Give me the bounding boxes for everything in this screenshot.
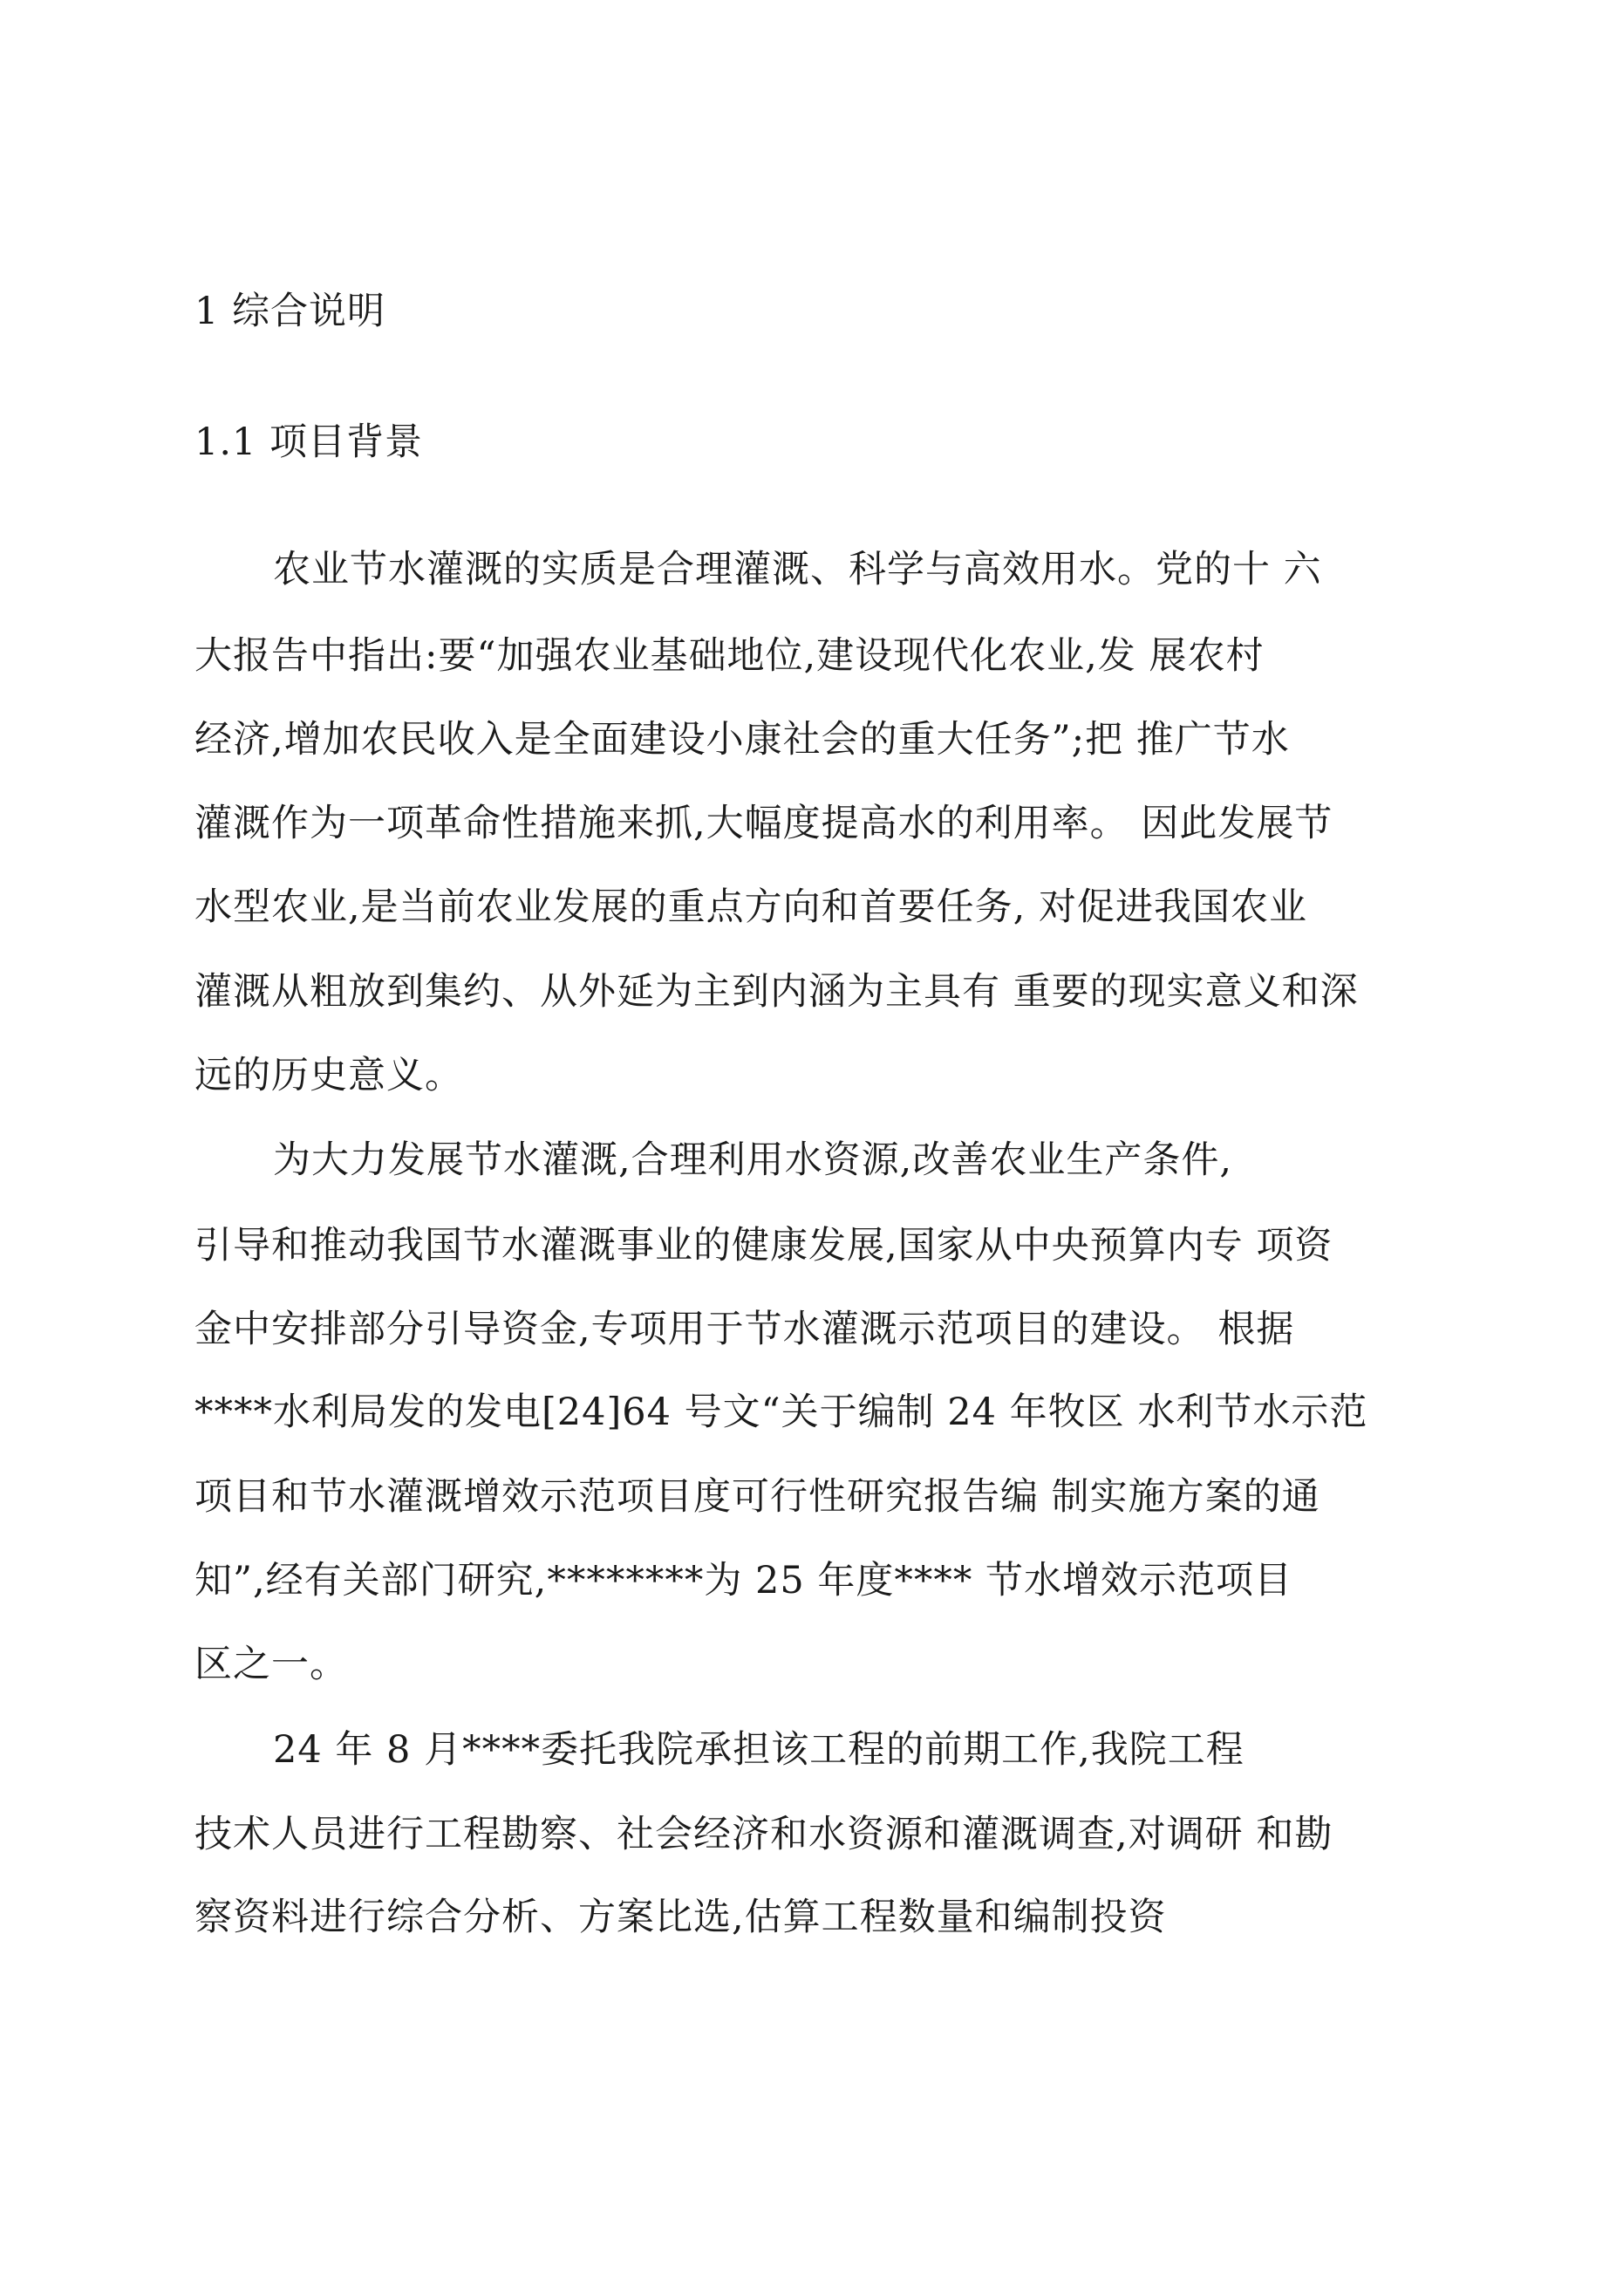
paragraph-line: 远的历史意义。 <box>194 1054 463 1097</box>
paragraph-line: 24 年 8 月****委托我院承担该工程的前期工作,我院工程 <box>273 1728 1245 1772</box>
paragraph-line: 知”,经有关部门研究,********为 25 年度**** 节水增效示范项目 <box>194 1559 1293 1602</box>
paragraph-line: 灌溉作为一项革命性措施来抓,大幅度提高水的利用率。 因此发展节 <box>194 802 1333 845</box>
paragraph-line: 金中安排部分引导资金,专项用于节水灌溉示范项目的建设。 根据 <box>194 1308 1295 1351</box>
paragraph-line: 区之一。 <box>194 1643 348 1686</box>
paragraph-line: 引导和推动我国节水灌溉事业的健康发展,国家从中央预算内专 项资 <box>194 1224 1333 1268</box>
section-heading: 1 综合说明 <box>194 290 386 333</box>
paragraph-line: 灌溉从粗放到集约、从外延为主到内涵为主具有 重要的现实意义和深 <box>194 970 1359 1014</box>
paragraph-line: 技术人员进行工程勘察、社会经济和水资源和灌溉调查,对调研 和勘 <box>194 1813 1333 1856</box>
paragraph-line: ****水利局发的发电[24]64 号文“关于编制 24 年牧区 水利节水示范 <box>194 1391 1368 1434</box>
paragraph-line: 为大力发展节水灌溉,合理利用水资源,改善农业生产条件, <box>273 1138 1233 1182</box>
paragraph-line: 水型农业,是当前农业发展的重点方向和首要任务, 对促进我国农业 <box>194 885 1308 929</box>
paragraph-line: 经济,增加农民收入是全面建设小康社会的重大任务”;把 推广节水 <box>194 718 1290 762</box>
paragraph-line: 项目和节水灌溉增效示范项目度可行性研究报告编 制实施方案的通 <box>194 1475 1320 1519</box>
paragraph-line: 大报告中指出:要“加强农业基础地位,建设现代化农业,发 展农村 <box>194 634 1265 678</box>
paragraph-line: 察资料进行综合分析、方案比选,估算工程数量和编制投资 <box>194 1896 1167 1939</box>
paragraph-line: 农业节水灌溉的实质是合理灌溉、科学与高效用水。党的十 六 <box>273 548 1322 591</box>
subsection-heading: 1.1 项目背景 <box>194 420 424 464</box>
